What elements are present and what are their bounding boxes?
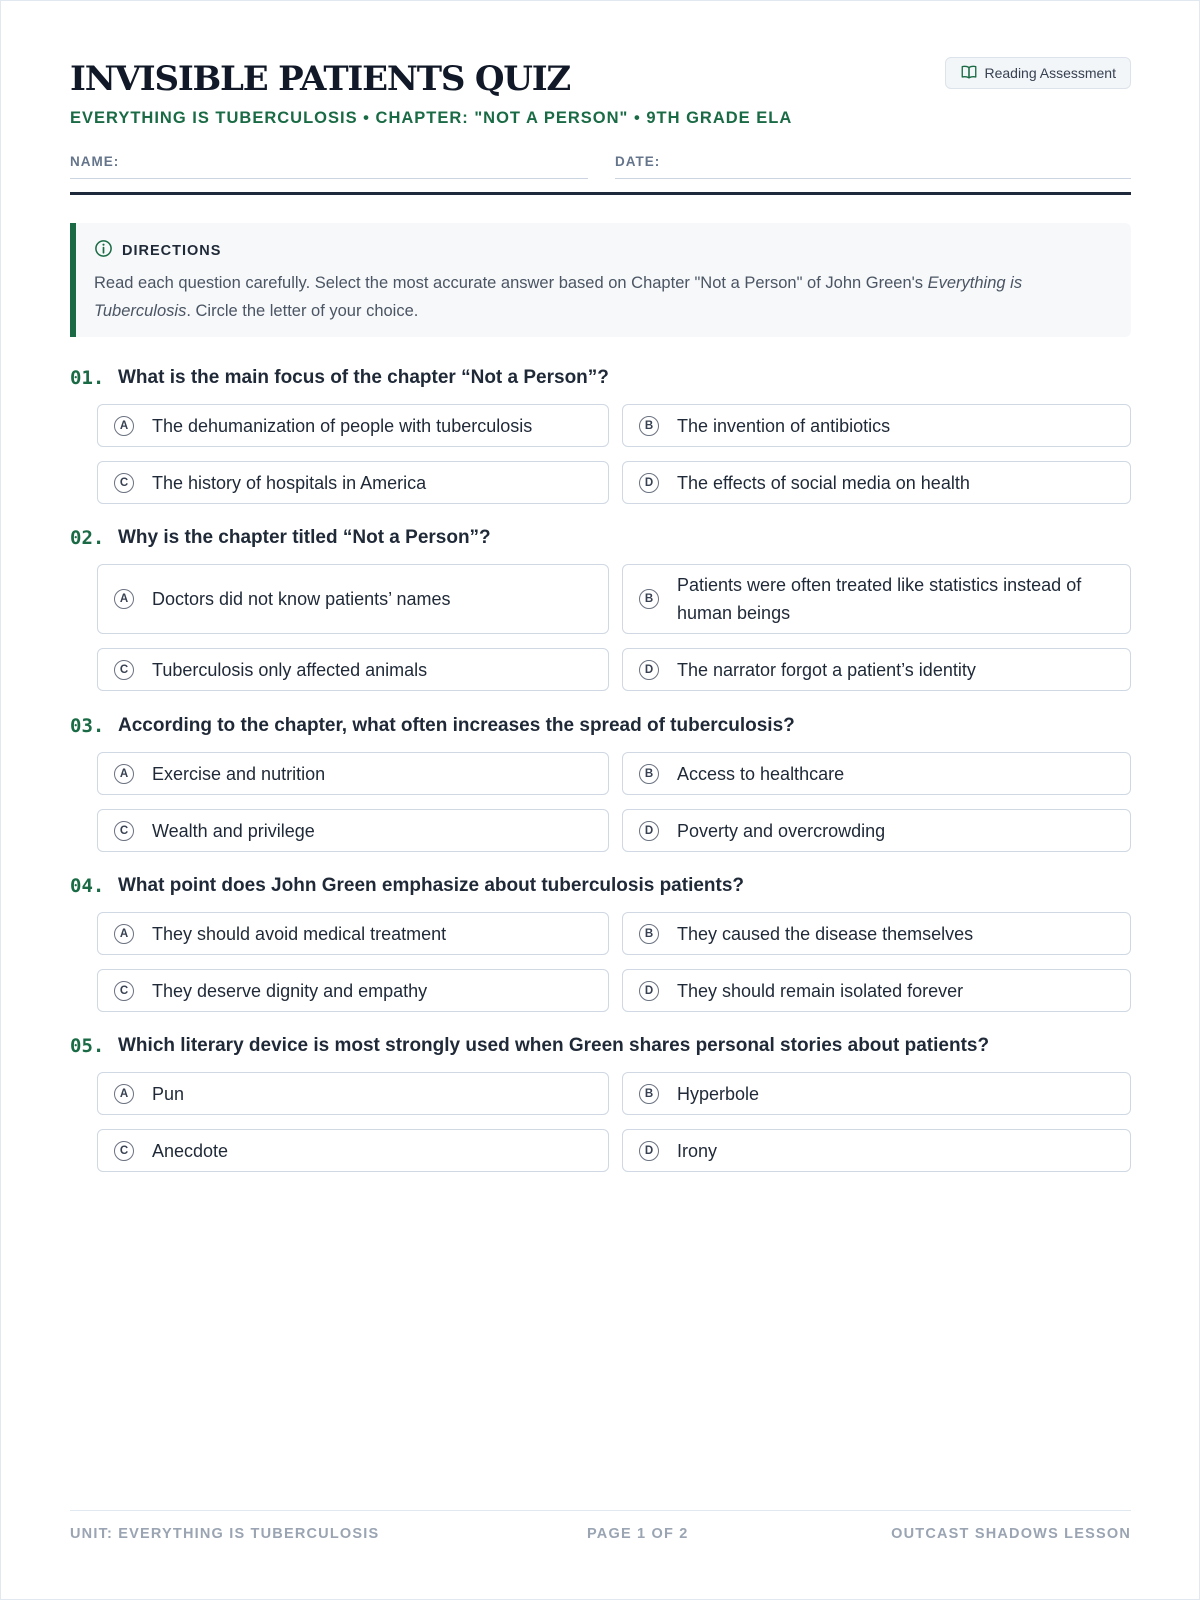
footer-lesson: OUTCAST SHADOWS LESSON [891, 1526, 1131, 1542]
option-text: Hyperbole [677, 1083, 760, 1104]
footer-page-number: PAGE 1 OF 2 [587, 1526, 689, 1542]
option-3c[interactable] [97, 809, 609, 852]
question-number: 02. [70, 527, 105, 549]
option-1c[interactable] [97, 461, 609, 504]
option-letter: B [639, 416, 659, 436]
question-text: Which literary device is most strongly used when Green shares personal stories about patients? [118, 1035, 990, 1056]
option-5c[interactable] [97, 1129, 609, 1172]
option-3b[interactable] [622, 752, 1131, 795]
directions-heading: DIRECTIONS [122, 242, 222, 259]
option-text: Irony [677, 1140, 718, 1161]
name-field[interactable] [70, 154, 588, 179]
option-text: Patients were often treated like statistics instead of human beings [677, 575, 1082, 623]
footer-unit: UNIT: EVERYTHING IS TUBERCULOSIS [70, 1526, 380, 1542]
option-text: The effects of social media on health [677, 472, 970, 493]
question-number: 04. [70, 875, 105, 897]
option-letter: A [114, 1084, 134, 1104]
option-text: Anecdote [152, 1140, 229, 1161]
option-text: Exercise and nutrition [152, 763, 326, 784]
directions-text-before: Read each question carefully. Select the most accurate answer based on Chapter "Not a Person" of John Green's [94, 274, 928, 292]
question-text: What point does John Green emphasize about tuberculosis patients? [118, 875, 745, 896]
option-letter: C [114, 660, 134, 680]
option-5b[interactable] [622, 1072, 1131, 1115]
question-number: 05. [70, 1035, 105, 1057]
option-4d[interactable] [622, 969, 1131, 1012]
directions-box [70, 223, 1131, 337]
option-letter: B [639, 589, 659, 609]
option-letter: A [114, 589, 134, 609]
option-1a[interactable] [97, 404, 609, 447]
option-letter: D [639, 981, 659, 1001]
option-text: Doctors did not know patients’ names [152, 589, 451, 609]
option-letter: B [639, 764, 659, 784]
option-3d[interactable] [622, 809, 1131, 852]
question-2 [70, 523, 1131, 553]
option-text: Poverty and overcrowding [677, 820, 886, 841]
option-text: The narrator forgot a patient’s identity [677, 659, 976, 680]
option-letter: D [639, 473, 659, 493]
header-divider [70, 192, 1131, 195]
option-letter: A [114, 924, 134, 944]
option-2b[interactable] [622, 564, 1131, 634]
page-title: INVISIBLE PATIENTS QUIZ [70, 59, 571, 99]
option-4a[interactable] [97, 912, 609, 955]
option-1d[interactable] [622, 461, 1131, 504]
option-text: Wealth and privilege [152, 820, 315, 841]
directions-text-after: . Circle the letter of your choice. [186, 302, 419, 320]
question-4 [70, 871, 1131, 901]
directions-text [94, 269, 1111, 325]
question-text: What is the main focus of the chapter “Not a Person”? [118, 367, 609, 388]
option-1b[interactable] [622, 404, 1131, 447]
option-text: Tuberculosis only affected animals [152, 659, 428, 680]
option-text: They should avoid medical treatment [152, 923, 447, 944]
option-text: The dehumanization of people with tuberculosis [152, 415, 533, 436]
badge-label: Reading Assessment [984, 65, 1116, 81]
name-label: NAME: [70, 154, 120, 169]
directions-heading-row [94, 239, 1111, 262]
page-subtitle: EVERYTHING IS TUBERCULOSIS • CHAPTER: "NOT A PERSON" • 9TH GRADE ELA [70, 109, 793, 127]
option-5d[interactable] [622, 1129, 1131, 1172]
option-text: They caused the disease themselves [677, 923, 974, 944]
option-letter: B [639, 1084, 659, 1104]
question-number: 01. [70, 367, 105, 389]
option-letter: C [114, 1141, 134, 1161]
option-letter: D [639, 1141, 659, 1161]
option-text: The history of hospitals in America [152, 472, 427, 493]
option-letter: D [639, 821, 659, 841]
option-letter: D [639, 660, 659, 680]
info-icon [94, 239, 113, 262]
question-number: 03. [70, 715, 105, 737]
date-label: DATE: [615, 154, 661, 169]
option-text: Access to healthcare [677, 763, 845, 784]
option-letter: B [639, 924, 659, 944]
book-title: Everything is Tuberculosis [94, 274, 1023, 320]
question-text: According to the chapter, what often increases the spread of tuberculosis? [118, 715, 795, 736]
option-text: The invention of antibiotics [677, 415, 891, 436]
reading-assessment-badge [945, 57, 1131, 89]
option-letter: C [114, 473, 134, 493]
option-text: They should remain isolated forever [677, 980, 964, 1001]
option-2a[interactable] [97, 564, 609, 634]
option-3a[interactable] [97, 752, 609, 795]
question-3 [70, 711, 1131, 741]
option-text: Pun [152, 1083, 185, 1104]
open-book-icon [960, 63, 978, 84]
option-2c[interactable] [97, 648, 609, 691]
option-5a[interactable] [97, 1072, 609, 1115]
footer-divider [70, 1510, 1131, 1511]
option-text: They deserve dignity and empathy [152, 980, 428, 1001]
question-5 [70, 1031, 1131, 1061]
option-letter: C [114, 821, 134, 841]
option-2d[interactable] [622, 648, 1131, 691]
option-4b[interactable] [622, 912, 1131, 955]
question-text: Why is the chapter titled “Not a Person”? [118, 527, 491, 548]
option-letter: A [114, 764, 134, 784]
option-4c[interactable] [97, 969, 609, 1012]
option-letter: A [114, 416, 134, 436]
option-letter: C [114, 981, 134, 1001]
question-1 [70, 363, 1131, 393]
date-field[interactable] [615, 154, 1131, 179]
